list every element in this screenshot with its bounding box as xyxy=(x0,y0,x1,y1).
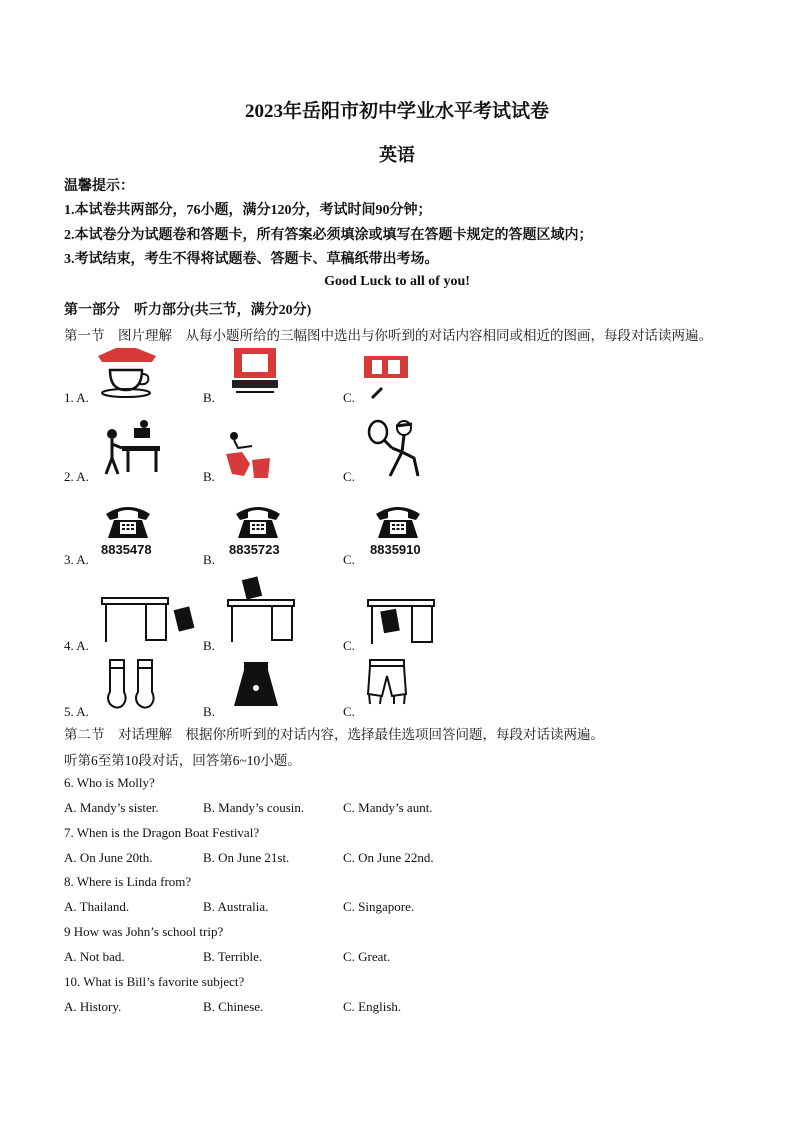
shorts-icon xyxy=(366,658,408,710)
dialogue-instruction: 听第6至第10段对话，回答第6~10小题。 xyxy=(64,753,301,768)
q9-option-b: B. Terrible. xyxy=(203,949,263,964)
q8-option-a: A. Thailand. xyxy=(64,899,130,914)
good-luck: Good Luck to all of you! xyxy=(324,274,470,289)
q9-option-a: A. Not bad. xyxy=(64,949,125,964)
phone-number-a: 8835478 xyxy=(101,542,152,557)
row3-b: B. xyxy=(203,552,215,567)
ping-pong-icon xyxy=(100,418,162,478)
tv-icon xyxy=(228,348,282,398)
part1-heading: 第一部分 听力部分(共三节，满分20分) xyxy=(64,303,312,318)
telephone-icon-a xyxy=(104,502,152,540)
row3-c: C. xyxy=(343,552,355,567)
row4-b: B. xyxy=(203,638,215,653)
telephone-icon-b xyxy=(234,502,282,540)
row5-b: B. xyxy=(203,704,215,719)
question-8: 8. Where is Linda from? xyxy=(64,874,192,889)
q9-option-c: C. Great. xyxy=(343,949,391,964)
q8-option-c: C. Singapore. xyxy=(343,899,415,914)
desk-book-on-icon xyxy=(226,576,298,646)
row3-label: 3. A. xyxy=(64,552,89,567)
question-6: 6. Who is Molly? xyxy=(64,775,155,790)
tip-2: 2.本试卷分为试题卷和答题卡，所有答案必须填涂或填写在答题卡规定的答题区域内； xyxy=(64,228,593,243)
cup-icon xyxy=(96,348,160,400)
q6-option-a: A. Mandy’s sister. xyxy=(64,800,159,815)
question-7: 7. When is the Dragon Boat Festival? xyxy=(64,825,260,840)
tip-3: 3.考试结束，考生不得将试题卷、答题卡、草稿纸带出考场。 xyxy=(64,252,439,267)
socks-icon xyxy=(104,658,162,712)
section2-instruction: 第二节 对话理解 根据你所听到的对话内容，选择最佳选项回答问题，每段对话读两遍。 xyxy=(64,727,604,742)
q8-option-b: B. Australia. xyxy=(203,899,269,914)
q10-option-a: A. History. xyxy=(64,999,122,1014)
row2-label: 2. A. xyxy=(64,469,89,484)
pencil-icon xyxy=(358,350,414,400)
phone-number-b: 8835723 xyxy=(229,542,280,557)
row2-c: C. xyxy=(343,469,355,484)
q10-option-b: B. Chinese. xyxy=(203,999,264,1014)
q7-option-a: A. On June 20th. xyxy=(64,850,153,865)
exam-title: 2023年岳阳市初中学业水平考试试卷 xyxy=(244,101,549,122)
row1-label: 1. A. xyxy=(64,390,89,405)
q10-option-c: C. English. xyxy=(343,999,402,1014)
section1-instruction: 第一节 图片理解 从每小题所给的三幅图中选出与你听到的对话内容相同或相近的图画，每段对话读两遍。 xyxy=(64,328,712,343)
q6-option-b: B. Mandy’s cousin. xyxy=(203,800,305,815)
tips-heading: 温馨提示： xyxy=(64,179,134,194)
q6-option-c: C. Mandy’s aunt. xyxy=(343,800,433,815)
question-9: 9 How was John’s school trip? xyxy=(64,924,224,939)
subject-title: 英语 xyxy=(379,145,415,165)
row4-c: C. xyxy=(343,638,355,653)
row2-b: B. xyxy=(203,469,215,484)
question-10: 10. What is Bill’s favorite subject? xyxy=(64,974,245,989)
tip-1: 1.本试卷共两部分，76小题，满分120分，考试时间90分钟； xyxy=(64,203,432,218)
row1-c: C. xyxy=(343,390,355,405)
row5-label: 5. A. xyxy=(64,704,89,719)
q7-option-b: B. On June 21st. xyxy=(203,850,290,865)
desk-book-beside-icon xyxy=(100,594,196,646)
q7-option-c: C. On June 22nd. xyxy=(343,850,434,865)
row5-c: C. xyxy=(343,704,355,719)
badminton-icon xyxy=(222,424,274,480)
row1-b: B. xyxy=(203,390,215,405)
tennis-icon xyxy=(362,418,424,480)
phone-number-c: 8835910 xyxy=(370,542,421,557)
row4-label: 4. A. xyxy=(64,638,89,653)
telephone-icon-c xyxy=(374,502,422,540)
desk-book-under-icon xyxy=(366,598,438,648)
skirt-icon xyxy=(232,660,280,710)
